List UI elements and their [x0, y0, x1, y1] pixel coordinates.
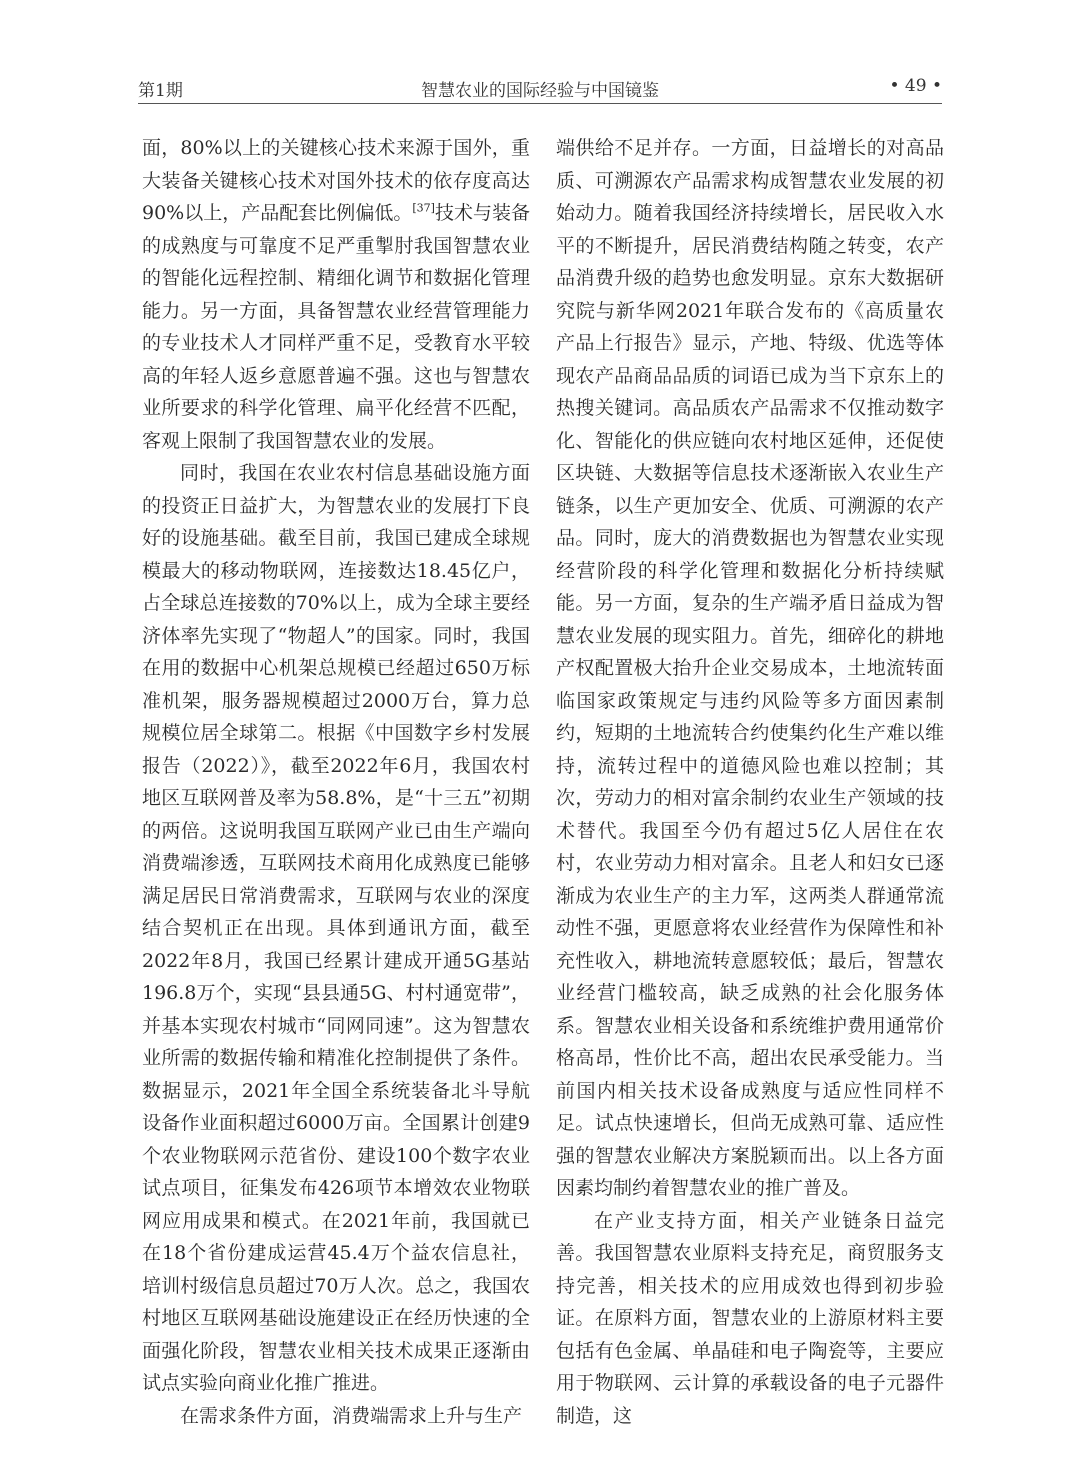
running-title: 智慧农业的国际经验与中国镜鉴: [421, 81, 659, 101]
paragraph: 在产业支持方面，相关产业链条日益完善。我国智慧农业原料支持充足，商贸服务支持完善，相关技术的应用成效也得到初步验证。在原料方面，智慧农业的上游原材料主要包括有色金属、单晶硅和电子陶瓷等，主要应用于物联网、云计算的承载设备的电子元器件制造，这: [556, 1209, 944, 1427]
issue-label: 第1期: [138, 81, 183, 101]
paragraph-text: 面，80%以上的关键核心技术来源于国外，重大装备关键核心技术对国外技术的依存度高达90%以上，产品配套比例偏低。: [142, 137, 530, 224]
paragraph: [142, 132, 530, 457]
left-column: [142, 132, 530, 1432]
paragraph: 在需求条件方面，消费端需求上升与生产: [180, 1404, 523, 1427]
running-header: [138, 70, 942, 104]
paragraph: 同时，我国在农业农村信息基础设施方面的投资正日益扩大，为智慧农业的发展打下良好的设施基础。截至目前，我国已建成全球规模最大的移动物联网，连接数达18.45亿户，占全球总连接数的70%以上，成为全球主要经济体率先实现了“物超人”的国家。同时，我国在用的数据中心机架总规模已经超过650万标准机架，服务器规模超过2000万台，算力总规模位居全球第二。根据《中国数字乡村发展报告（2022）》，截至2022年6月，我国农村地区互联网普及率为58.8%，是“十三五”初期的两倍。这说明我国互联网产业已由生产端向消费端渗透，互联网技术商用化成熟度已能够满足居民日常消费需求，互联网与农业的深度结合契机正在出现。具体到通讯方面，截至2022年8月，我国已经累计建成开通5G基站196.8万个，实现“县县通5G、村村通宽带”，并基本实现农村城市“同网同速”。这为智慧农业所需的数据传输和精准化控制提供了条件。数据显示，2021年全国全系统装备北斗导航设备作业面积超过6000万亩。全国累计创建9个农业物联网示范省份、建设100个数字农业试点项目，征集发布426项节本增效农业物联网应用成果和模式。在2021年前，我国就已在18个省份建成运营45.4万个益农信息社，培训村级信息员超过70万人次。总之，我国农村地区互联网基础设施建设正在经历快速的全面强化阶段，智慧农业相关技术成果正逐渐由试点实验向商业化推广推进。: [142, 462, 530, 1394]
right-column: [556, 132, 944, 1432]
citation: [37]: [412, 201, 435, 215]
header-rule: [138, 103, 942, 104]
paragraph: 端供给不足并存。一方面，日益增长的对高品质、可溯源农产品需求构成智慧农业发展的初始动力。随着我国经济持续增长，居民收入水平的不断提升，居民消费结构随之转变，农产品消费升级的趋势也愈发明显。京东大数据研究院与新华网2021年联合发布的《高质量农产品上行报告》显示，产地、特级、优选等体现农产品商品品质的词语已成为当下京东上的热搜关键词。高品质农产品需求不仅推动数字化、智能化的供应链向农村地区延伸，还促使区块链、大数据等信息技术逐渐嵌入农业生产链条，以生产更加安全、优质、可溯源的农产品。同时，庞大的消费数据也为智慧农业实现经营阶段的科学化管理和数据化分析持续赋能。另一方面，复杂的生产端矛盾日益成为智慧农业发展的现实阻力。首先，细碎化的耕地产权配置极大抬升企业交易成本，土地流转面临国家政策规定与违约风险等多方面因素制约，短期的土地流转合约使集约化生产难以维持，流转过程中的道德风险也难以控制；其次，劳动力的相对富余制约农业生产领域的技术替代。我国至今仍有超过5亿人居住在农村，农业劳动力相对富余。且老人和妇女已逐渐成为农业生产的主力军，这两类人群通常流动性不强，更愿意将农业经营作为保障性和补充性收入，耕地流转意愿较低；最后，智慧农业经营门槛较高，缺乏成熟的社会化服务体系。智慧农业相关设备和系统维护费用通常价格高昂，性价比不高，超出农民承受能力。当前国内相关技术设备成熟度与适应性同样不足。试点快速增长，但尚无成熟可靠、适应性强的智慧农业解决方案脱颖而出。以上各方面因素均制约着智慧农业的推广普及。: [556, 137, 944, 1199]
paragraph-text: 技术与装备的成熟度与可靠度不足严重掣肘我国智慧农业的智能化远程控制、精细化调节和数据化管理能力。另一方面，具备智慧农业经营管理能力的专业技术人才同样严重不足，受教育水平较高的年轻人返乡意愿普遍不强。这也与智慧农业所要求的科学化管理、扁平化经营不匹配，客观上限制了我国智慧农业的发展。: [142, 202, 530, 452]
page-number: • 49 •: [889, 76, 942, 96]
